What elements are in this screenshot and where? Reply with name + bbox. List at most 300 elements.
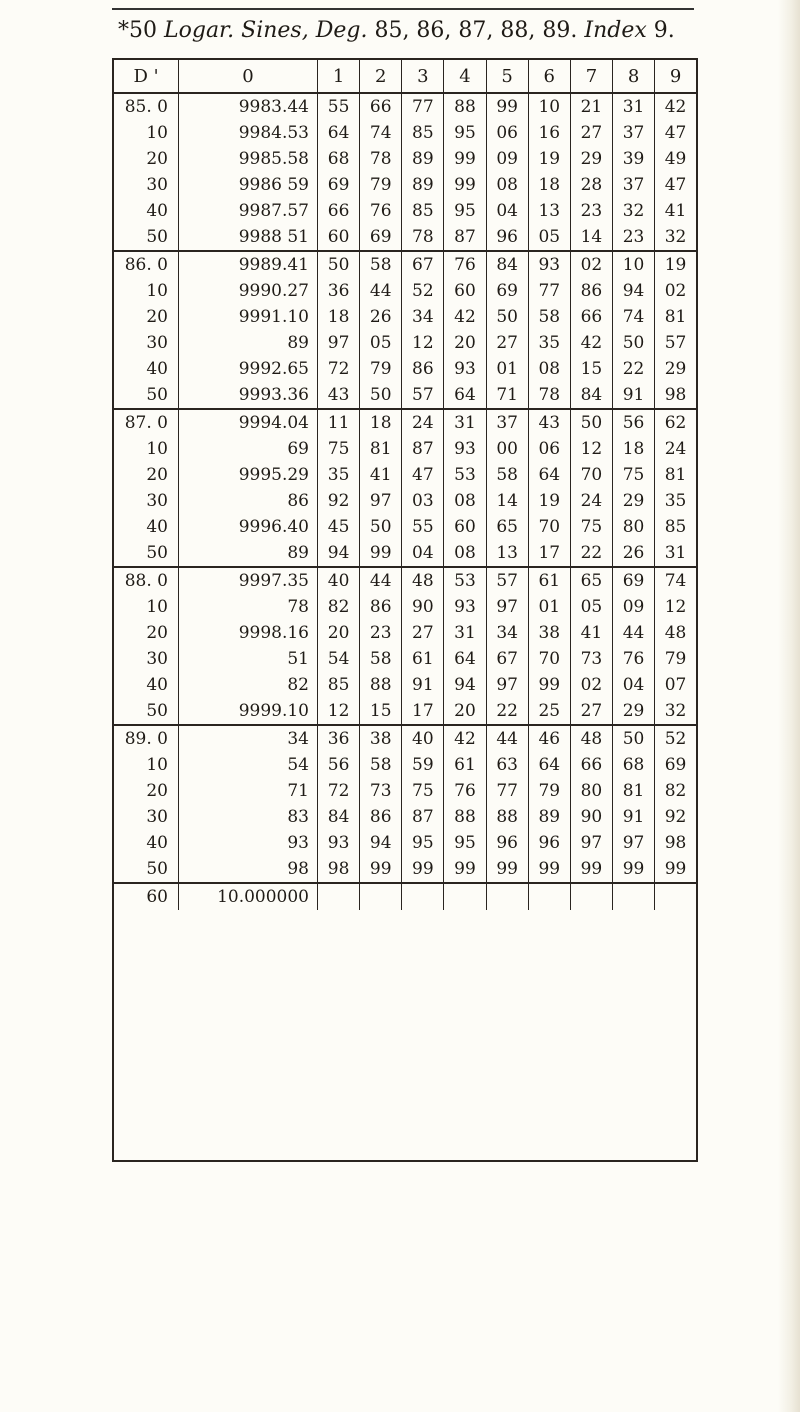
table-cell: 81 [664, 307, 687, 327]
row-degree-cell: 50 [114, 856, 179, 883]
table-row [114, 198, 696, 224]
table-grid [114, 60, 696, 910]
table-cell: 75 [612, 462, 654, 488]
table-cell [570, 883, 612, 910]
table-cell: 12 [402, 330, 444, 356]
row-base-value-cell: 89 [179, 540, 318, 567]
table-cell: 20 [444, 698, 486, 725]
table-cell: 41 [570, 620, 612, 646]
table-cell: 44 [486, 725, 528, 752]
table-cell: 41 [360, 462, 402, 488]
table-cell: 72 [318, 778, 360, 804]
table-cell: 86 [570, 278, 612, 304]
row-base-value-cell: 9983.44 [179, 93, 318, 120]
table-row [114, 830, 696, 856]
table-cell: 50 [360, 382, 402, 409]
row-base-value-cell: 9984.53 [179, 120, 318, 146]
table-cell: 97 [486, 672, 528, 698]
table-cell: 56 [318, 752, 360, 778]
table-cell: 29 [612, 488, 654, 514]
table-cell: 24 [570, 488, 612, 514]
table-cell: 24 [664, 439, 687, 459]
table-cell: 01 [528, 594, 570, 620]
table-cell: 66 [360, 93, 402, 120]
table-cell: 31 [655, 540, 696, 567]
table-cell: 23 [570, 198, 612, 224]
table-cell: 70 [528, 514, 570, 540]
row-base-value-cell: 9997.35 [179, 567, 318, 594]
table-cell: 50 [318, 251, 360, 278]
index-value: 9. [653, 18, 675, 43]
table-cell: 13 [486, 540, 528, 567]
table-cell: 06 [528, 436, 570, 462]
table-cell: 18 [360, 409, 402, 436]
table-cell: 50 [612, 330, 654, 356]
table-cell: 53 [444, 462, 486, 488]
table-cell: 24 [402, 409, 444, 436]
table-row [114, 304, 696, 330]
row-base-value-cell: 9999.10 [179, 698, 318, 725]
table-header-row [114, 60, 696, 93]
table-cell: 31 [444, 620, 486, 646]
row-degree-cell: 20 [114, 620, 179, 646]
table-cell: 25 [528, 698, 570, 725]
row-base-value-cell: 9992.65 [179, 356, 318, 382]
table-cell: 38 [360, 725, 402, 752]
table-cell: 69 [318, 172, 360, 198]
table-cell: 37 [486, 409, 528, 436]
table-cell: 93 [444, 356, 486, 382]
table-cell: 97 [360, 488, 402, 514]
row-degree-cell: 88. 0 [114, 567, 179, 594]
table-cell: 67 [402, 251, 444, 278]
row-base-value-cell: 9996.40 [179, 514, 318, 540]
table-cell: 42 [444, 304, 486, 330]
table-cell: 60 [444, 514, 486, 540]
table-row [114, 436, 696, 462]
column-header-7: 6 [528, 60, 570, 93]
table-cell: 23 [612, 224, 654, 251]
table-cell: 39 [612, 146, 654, 172]
row-base-value-cell: 9991.10 [179, 304, 318, 330]
table-row [114, 672, 696, 698]
table-cell: 87 [402, 436, 444, 462]
table-cell: 73 [360, 778, 402, 804]
column-header-10: 9 [655, 60, 696, 93]
table-cell: 31 [612, 93, 654, 120]
table-row [114, 146, 696, 172]
table-cell: 89 [402, 146, 444, 172]
row-degree-cell: 20 [114, 146, 179, 172]
table-cell: 99 [444, 172, 486, 198]
table-cell: 08 [444, 540, 486, 567]
table-cell: 85 [402, 120, 444, 146]
table-cell: 38 [528, 620, 570, 646]
table-cell: 97 [486, 594, 528, 620]
table-cell: 66 [570, 304, 612, 330]
table-cell: 94 [318, 540, 360, 567]
table-cell [318, 883, 360, 910]
table-cell: 81 [664, 465, 687, 485]
table-cell: 82 [664, 781, 687, 801]
table-cell: 97 [318, 330, 360, 356]
table-cell: 62 [664, 413, 687, 433]
table-cell: 57 [486, 567, 528, 594]
table-cell: 79 [528, 778, 570, 804]
table-cell: 60 [444, 278, 486, 304]
table-cell: 65 [486, 514, 528, 540]
table-cell: 93 [528, 251, 570, 278]
table-cell: 02 [664, 281, 687, 301]
table-cell: 32 [612, 198, 654, 224]
table-cell: 64 [444, 382, 486, 409]
row-degree-cell: 30 [114, 330, 179, 356]
table-cell: 76 [360, 198, 402, 224]
table-cell: 81 [360, 436, 402, 462]
table-cell: 77 [486, 778, 528, 804]
table-row [114, 382, 696, 409]
table-cell: 70 [528, 646, 570, 672]
table-cell: 75 [570, 514, 612, 540]
table-cell: 27 [402, 620, 444, 646]
table-cell: 22 [570, 540, 612, 567]
column-header-0: D ' [114, 60, 179, 93]
table-cell: 09 [612, 594, 654, 620]
table-cell: 09 [486, 146, 528, 172]
table-cell: 88 [360, 672, 402, 698]
table-cell: 44 [360, 567, 402, 594]
table-cell: 61 [402, 646, 444, 672]
table-row [114, 462, 696, 488]
table-row [114, 725, 696, 752]
table-cell: 31 [444, 409, 486, 436]
table-cell: 99 [486, 856, 528, 883]
table-cell: 93 [444, 594, 486, 620]
row-degree-cell: 10 [114, 436, 179, 462]
table-cell: 58 [360, 646, 402, 672]
table-cell: 47 [664, 175, 687, 195]
table-cell: 89 [528, 804, 570, 830]
table-cell: 94 [360, 830, 402, 856]
table-cell: 98 [318, 856, 360, 883]
table-cell: 77 [528, 278, 570, 304]
table-cell: 37 [612, 172, 654, 198]
column-header-3: 2 [360, 60, 402, 93]
column-header-4: 3 [402, 60, 444, 93]
table-row [114, 752, 696, 778]
row-base-value-cell: 10.000000 [179, 883, 318, 910]
table-cell: 52 [664, 729, 687, 749]
table-cell: 44 [612, 620, 654, 646]
table-cell: 80 [570, 778, 612, 804]
table-cell: 10 [528, 93, 570, 120]
table-cell: 27 [486, 330, 528, 356]
table-row [114, 120, 696, 146]
table-cell: 18 [318, 304, 360, 330]
table-cell: 57 [664, 333, 687, 353]
table-cell: 64 [528, 752, 570, 778]
row-degree-cell: 20 [114, 778, 179, 804]
table-cell: 29 [664, 359, 687, 379]
row-degree-cell: 50 [114, 382, 179, 409]
table-body [114, 93, 696, 910]
table-cell: 12 [664, 597, 687, 617]
row-base-value-cell: 9990.27 [179, 278, 318, 304]
row-base-value-cell: 93 [179, 830, 318, 856]
table-cell: 16 [528, 120, 570, 146]
table-cell: 80 [612, 514, 654, 540]
table-cell: 58 [360, 752, 402, 778]
log-sines-table [112, 58, 698, 1162]
page-edge [778, 0, 800, 1412]
row-base-value-cell: 9986 59 [179, 172, 318, 198]
table-cell: 48 [664, 623, 687, 643]
table-cell: 70 [570, 462, 612, 488]
row-degree-cell: 89. 0 [114, 725, 179, 752]
table-cell: 35 [318, 462, 360, 488]
table-cell: 43 [318, 382, 360, 409]
table-cell: 47 [664, 123, 687, 143]
table-row [114, 93, 696, 120]
table-cell: 55 [318, 93, 360, 120]
row-degree-cell: 30 [114, 172, 179, 198]
row-base-value-cell: 9995.29 [179, 462, 318, 488]
column-header-6: 5 [486, 60, 528, 93]
table-cell: 95 [444, 198, 486, 224]
table-cell: 81 [612, 778, 654, 804]
row-base-value-cell: 98 [179, 856, 318, 883]
table-cell: 14 [486, 488, 528, 514]
table-cell: 42 [664, 97, 687, 117]
row-base-value-cell: 82 [179, 672, 318, 698]
table-cell: 78 [528, 382, 570, 409]
table-cell: 86 [402, 356, 444, 382]
table-cell: 84 [486, 251, 528, 278]
table-cell: 85 [402, 198, 444, 224]
table-row [114, 278, 696, 304]
table-cell: 37 [612, 120, 654, 146]
table-cell: 29 [570, 146, 612, 172]
table-cell: 04 [402, 540, 444, 567]
row-degree-cell: 10 [114, 120, 179, 146]
table-cell: 90 [570, 804, 612, 830]
table-cell: 54 [318, 646, 360, 672]
table-cell: 99 [402, 856, 444, 883]
table-cell: 64 [444, 646, 486, 672]
header-title: Logar. Sines, [164, 18, 309, 43]
table-cell: 98 [664, 833, 687, 853]
table-cell: 72 [318, 356, 360, 382]
table-cell: 85 [664, 517, 687, 537]
table-cell [402, 883, 444, 910]
table-cell: 86 [360, 594, 402, 620]
table-cell: 82 [318, 594, 360, 620]
table-cell: 23 [360, 620, 402, 646]
table-cell: 69 [612, 567, 654, 594]
table-row [114, 856, 696, 883]
table-cell: 91 [612, 382, 654, 409]
column-header-9: 8 [612, 60, 654, 93]
row-degree-cell: 87. 0 [114, 409, 179, 436]
page-header [118, 18, 688, 54]
row-base-value-cell: 9993.36 [179, 382, 318, 409]
row-degree-cell: 30 [114, 646, 179, 672]
table-row [114, 646, 696, 672]
table-cell: 21 [570, 93, 612, 120]
table-cell: 08 [444, 488, 486, 514]
table-row [114, 594, 696, 620]
table-cell: 99 [612, 856, 654, 883]
table-cell: 35 [664, 491, 687, 511]
table-cell: 28 [570, 172, 612, 198]
table-cell [528, 883, 570, 910]
table-cell: 60 [318, 224, 360, 251]
table-cell: 93 [318, 830, 360, 856]
row-base-value-cell: 9985.58 [179, 146, 318, 172]
table-cell: 13 [528, 198, 570, 224]
table-cell: 43 [528, 409, 570, 436]
table-cell: 45 [318, 514, 360, 540]
table-cell: 07 [664, 675, 687, 695]
row-degree-cell: 20 [114, 304, 179, 330]
row-base-value-cell: 89 [179, 330, 318, 356]
table-cell: 55 [402, 514, 444, 540]
table-cell [360, 883, 402, 910]
table-cell: 66 [318, 198, 360, 224]
table-cell: 49 [664, 149, 687, 169]
row-base-value-cell: 83 [179, 804, 318, 830]
table-cell: 61 [528, 567, 570, 594]
row-base-value-cell: 51 [179, 646, 318, 672]
table-cell: 95 [444, 830, 486, 856]
table-cell: 02 [570, 672, 612, 698]
table-cell: 04 [486, 198, 528, 224]
table-row [114, 698, 696, 725]
table-cell: 05 [570, 594, 612, 620]
row-base-value-cell: 9989.41 [179, 251, 318, 278]
table-cell: 41 [664, 201, 687, 221]
table-cell: 58 [486, 462, 528, 488]
table-cell: 92 [664, 807, 687, 827]
table-cell: 36 [318, 725, 360, 752]
row-degree-cell: 40 [114, 198, 179, 224]
table-cell: 35 [528, 330, 570, 356]
table-cell: 99 [444, 856, 486, 883]
table-cell: 74 [612, 304, 654, 330]
table-cell: 78 [402, 224, 444, 251]
row-degree-cell: 50 [114, 698, 179, 725]
table-cell: 19 [664, 255, 687, 275]
table-cell: 99 [655, 856, 696, 883]
table-cell: 64 [318, 120, 360, 146]
table-cell: 98 [655, 382, 696, 409]
row-base-value-cell: 86 [179, 488, 318, 514]
table-cell: 03 [402, 488, 444, 514]
table-cell: 56 [612, 409, 654, 436]
table-cell: 99 [528, 856, 570, 883]
column-header-8: 7 [570, 60, 612, 93]
table-cell: 78 [360, 146, 402, 172]
row-degree-cell: 10 [114, 752, 179, 778]
row-degree-cell: 40 [114, 514, 179, 540]
table-row [114, 620, 696, 646]
table-cell: 12 [570, 436, 612, 462]
table-cell: 19 [528, 146, 570, 172]
table-cell: 68 [612, 752, 654, 778]
column-header-1: 0 [179, 60, 318, 93]
table-cell: 67 [486, 646, 528, 672]
degrees-label: Deg. [315, 18, 368, 43]
row-degree-cell: 30 [114, 804, 179, 830]
table-row [114, 778, 696, 804]
table-row [114, 567, 696, 594]
table-cell: 88 [444, 804, 486, 830]
row-base-value-cell: 34 [179, 725, 318, 752]
table-cell: 57 [402, 382, 444, 409]
row-degree-cell: 60 [114, 883, 179, 910]
table-cell: 89 [402, 172, 444, 198]
table-cell: 99 [360, 856, 402, 883]
table-cell: 63 [486, 752, 528, 778]
table-cell: 20 [318, 620, 360, 646]
table-cell: 99 [360, 540, 402, 567]
row-base-value-cell: 9987.57 [179, 198, 318, 224]
table-cell: 50 [570, 409, 612, 436]
table-cell: 42 [570, 330, 612, 356]
row-degree-cell: 10 [114, 278, 179, 304]
table-row [114, 251, 696, 278]
table-cell: 32 [655, 224, 696, 251]
page-number: *50 [118, 18, 157, 43]
table-cell: 58 [528, 304, 570, 330]
table-row [114, 804, 696, 830]
table-cell: 66 [570, 752, 612, 778]
table-cell: 50 [486, 304, 528, 330]
table-cell: 08 [528, 356, 570, 382]
table-row [114, 540, 696, 567]
table-cell: 40 [402, 725, 444, 752]
table-cell: 08 [486, 172, 528, 198]
table-cell: 88 [486, 804, 528, 830]
table-cell: 34 [402, 304, 444, 330]
table-cell: 27 [570, 120, 612, 146]
table-cell: 88 [444, 93, 486, 120]
table-cell: 90 [402, 594, 444, 620]
table-cell: 26 [360, 304, 402, 330]
table-cell: 42 [444, 725, 486, 752]
table-cell: 87 [444, 224, 486, 251]
table-cell: 59 [402, 752, 444, 778]
row-base-value-cell: 9988 51 [179, 224, 318, 251]
table-cell: 96 [486, 224, 528, 251]
top-rule [112, 8, 694, 10]
table-cell: 18 [612, 436, 654, 462]
table-cell: 75 [318, 436, 360, 462]
row-degree-cell: 30 [114, 488, 179, 514]
table-row [114, 172, 696, 198]
table-cell: 79 [360, 356, 402, 382]
degrees-list: 85, 86, 87, 88, 89. [374, 18, 578, 43]
table-cell: 61 [444, 752, 486, 778]
table-cell: 64 [528, 462, 570, 488]
table-cell: 12 [318, 698, 360, 725]
table-cell: 69 [486, 278, 528, 304]
table-cell: 84 [570, 382, 612, 409]
table-cell: 06 [486, 120, 528, 146]
row-degree-cell: 50 [114, 540, 179, 567]
table-cell: 02 [570, 251, 612, 278]
table-cell: 52 [402, 278, 444, 304]
